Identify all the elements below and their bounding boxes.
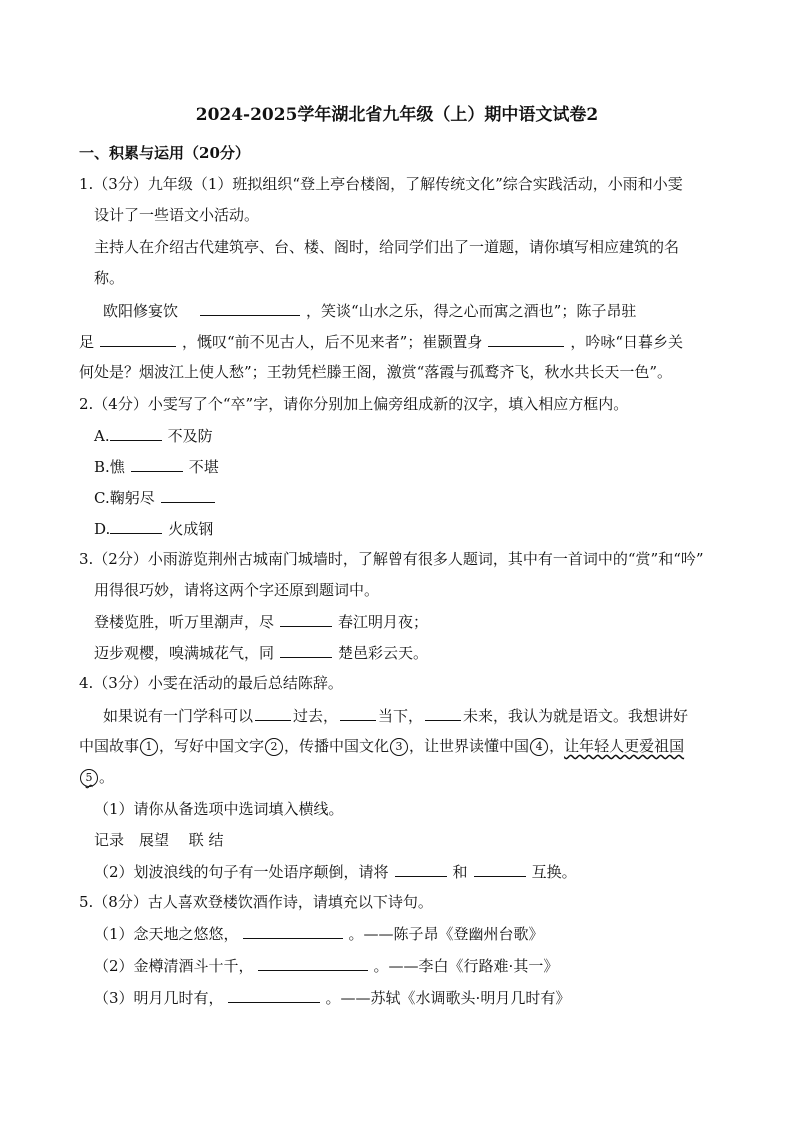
q4-text: ，写好中国文字	[159, 737, 265, 755]
q4-text: 和	[452, 863, 468, 881]
q4-text: 互换。	[531, 863, 577, 881]
q2-option-a-prefix: A.	[94, 427, 110, 445]
q3-text: 迈步观樱，嗅满城花气，同	[94, 644, 275, 662]
wavy-sentence: 让年轻人更爱祖国	[564, 737, 685, 755]
q4-text: 当下，	[378, 707, 424, 725]
q5-blank-1[interactable]	[243, 923, 343, 939]
q4-text: 中国故事	[79, 737, 140, 755]
marker-2: 2	[265, 738, 283, 756]
marker-4: 4	[530, 738, 548, 756]
marker-3: 3	[390, 738, 408, 756]
q4-text: 未来，我认为就是语文。我想讲好	[463, 707, 689, 725]
q5-stem: 5.（8分）古人喜欢登楼饮酒作诗，请填充以下诗句。	[79, 893, 433, 911]
q1-passage-line2	[79, 331, 683, 352]
q2-option-b	[94, 456, 219, 477]
section-heading: 一、积累与运用（20分）	[79, 144, 250, 162]
q3-stem-line1: 3.（2分）小雨游览荆州古城南门城墙时，了解曾有很多人题词，其中有一首词中的“赏”和“吟”	[79, 550, 704, 568]
q4-text: 。	[99, 768, 115, 786]
q1-text: 足	[79, 333, 95, 351]
q2-option-c	[94, 487, 221, 508]
q5-item-3	[94, 987, 570, 1008]
q1-stem-line1: 1.（3分）九年级（1）班拟组织“登上亭台楼阁，了解传统文化”综合实践活动，小雨和小雯	[79, 175, 683, 193]
q3-line2	[94, 642, 428, 663]
q2-option-c-prefix: C.鞠躬尽	[94, 489, 155, 507]
q2-blank-c[interactable]	[161, 487, 215, 503]
q2-option-a	[94, 425, 213, 446]
q2-blank-d[interactable]	[110, 518, 162, 534]
q3-text: 春江明月夜；	[338, 613, 429, 631]
q1-blank-2[interactable]	[100, 331, 176, 347]
q1-intro-line1: 主持人在介绍古代建筑亭、台、楼、阁时，给同学们出了一道题，请你填写相应建筑的名	[94, 238, 680, 256]
q1-passage-line1	[103, 300, 636, 321]
q1-stem-line2: 设计了一些语文小活动。	[94, 206, 260, 224]
q1-text: ，吟咏“日暮乡关	[570, 333, 684, 351]
q5-text: 。——陈子昂《登幽州台歌》	[348, 925, 544, 943]
q4-text: （2）划波浪线的句子有一处语序颠倒，请将	[94, 863, 389, 881]
q2-option-a-suffix: 不及防	[167, 427, 213, 445]
q5-text: 。——苏轼《水调歌头·明月几时有》	[325, 989, 571, 1007]
q4-swap-blank-2[interactable]	[474, 861, 526, 877]
q3-blank-2[interactable]	[280, 642, 332, 658]
q4-text: 如果说有一门学科可以	[103, 707, 254, 725]
q1-text: 欧阳修宴饮	[103, 302, 179, 320]
q4-passage-line1	[103, 705, 688, 726]
q4-passage-line2	[79, 736, 684, 756]
marker-1: 1	[140, 738, 158, 756]
q4-blank-2[interactable]	[340, 705, 376, 721]
q4-text: 过去，	[293, 707, 339, 725]
q4-passage-line3	[79, 767, 114, 787]
q5-blank-2[interactable]	[258, 955, 368, 971]
q1-intro-line2: 称。	[94, 269, 125, 287]
q4-text: ，	[549, 737, 565, 755]
q4-options: 记录 展望 联 结	[94, 831, 224, 849]
q4-swap-blank-1[interactable]	[395, 861, 447, 877]
q1-text: ，笑谈“山水之乐，得之心而寓之酒也”；陈子昂驻	[306, 302, 637, 320]
q2-blank-b[interactable]	[131, 456, 183, 472]
marker-5: 5	[80, 769, 98, 787]
q3-blank-1[interactable]	[280, 611, 332, 627]
q1-blank-1[interactable]	[200, 300, 300, 316]
q2-blank-a[interactable]	[110, 425, 162, 441]
q1-text: ，慨叹“前不见古人，后不见来者”；崔颢置身	[182, 333, 483, 351]
q4-blank-3[interactable]	[425, 705, 461, 721]
q5-text: 。——李白《行路难·其一》	[373, 957, 559, 975]
q5-blank-3[interactable]	[228, 987, 320, 1003]
q4-sub1: （1）请你从备选项中选词填入横线。	[94, 800, 344, 818]
q3-stem-line2: 用得很巧妙，请将这两个字还原到题词中。	[94, 581, 380, 599]
q5-item-1	[94, 923, 544, 944]
q3-text: 楚邑彩云天。	[338, 644, 429, 662]
q4-text: ，传播中国文化	[284, 737, 390, 755]
q2-option-d-prefix: D.	[94, 520, 111, 538]
q1-blank-3[interactable]	[488, 331, 564, 347]
q2-option-d	[94, 518, 213, 539]
q5-item-2	[94, 955, 558, 976]
q5-text: （2）金樽清酒斗十千，	[94, 957, 254, 975]
q3-line1	[94, 611, 428, 632]
q2-stem: 2.（4分）小雯写了个“卒”字，请你分别加上偏旁组成新的汉字，填入相应方框内。	[79, 395, 629, 413]
q4-blank-1[interactable]	[255, 705, 291, 721]
q1-passage-line3: 何处是？烟波江上使人愁”；王勃凭栏滕王阁，激赏“落霞与孤鹜齐飞，秋水共长天一色”。	[79, 363, 673, 381]
exam-title: 2024-2025学年湖北省九年级（上）期中语文试卷2	[195, 105, 599, 125]
q2-option-d-suffix: 火成钢	[168, 520, 214, 538]
q4-sub2	[94, 861, 577, 882]
q4-text: ，让世界读懂中国	[409, 737, 530, 755]
q5-text: （3）明月几时有，	[94, 989, 224, 1007]
q2-option-b-prefix: B.憔	[94, 458, 125, 476]
q4-stem: 4.（3分）小雯在活动的最后总结陈辞。	[79, 674, 343, 692]
q2-option-b-suffix: 不堪	[188, 458, 219, 476]
q3-text: 登楼览胜，听万里潮声，尽	[94, 613, 275, 631]
q5-text: （1）念天地之悠悠，	[94, 925, 239, 943]
